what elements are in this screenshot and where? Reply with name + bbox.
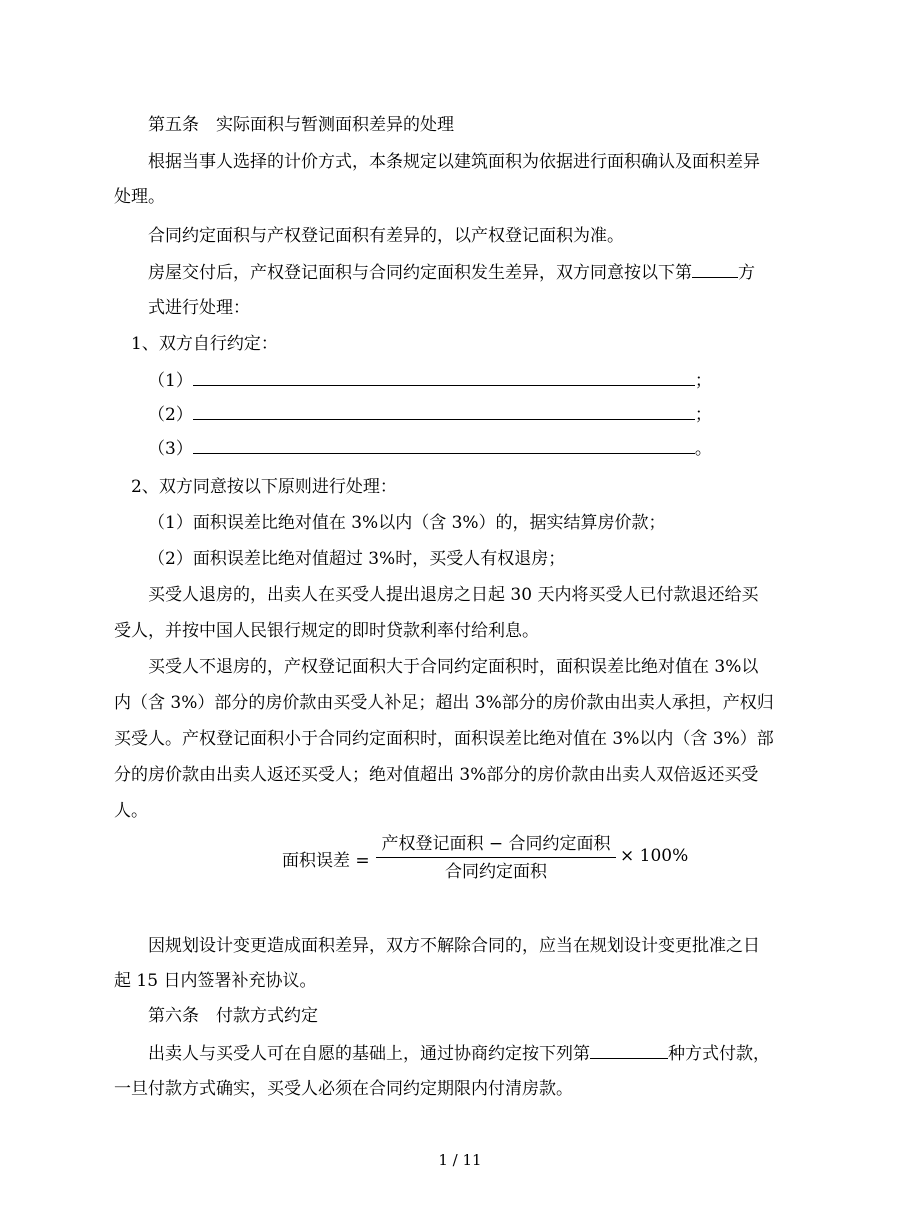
formula-denominator: 合同约定面积 xyxy=(445,862,547,882)
paragraph-line: 因规划设计变更造成面积差异，双方不解除合同的，应当在规划设计变更批准之日 xyxy=(148,936,760,956)
fill-in-blank[interactable] xyxy=(193,436,695,454)
option-2-heading: 2、双方同意按以下原则进行处理： xyxy=(131,477,397,497)
item-label: （3） xyxy=(148,439,193,459)
paragraph-line: 受人，并按中国人民银行规定的即时贷款利率付给利息。 xyxy=(114,621,539,641)
item-end: 。 xyxy=(694,439,712,459)
paragraph-line: 买受人不退房的，产权登记面积大于合同约定面积时，面积误差比绝对值在 3%以 xyxy=(148,657,759,677)
paragraph-line: 人。 xyxy=(114,801,148,821)
paragraph-line: 根据当事人选择的计价方式，本条规定以建筑面积为依据进行面积确认及面积差异 xyxy=(148,152,760,172)
page-number: 1 / 11 xyxy=(438,1151,482,1169)
paragraph-line: 式进行处理： xyxy=(148,298,250,318)
paragraph-line: 分的房价款由出卖人返还买受人；绝对值超出 3%部分的房价款由出卖人双倍返还买受 xyxy=(114,765,759,785)
fill-in-blank[interactable] xyxy=(193,402,695,420)
option-1-item xyxy=(148,436,712,460)
option-2-item: （2）面积误差比绝对值超过 3%时，买受人有权退房； xyxy=(148,549,566,569)
paragraph-line xyxy=(148,260,755,284)
area-error-formula xyxy=(282,832,702,884)
fraction-bar xyxy=(376,857,616,858)
formula-fraction xyxy=(376,832,616,884)
option-1-item xyxy=(148,402,712,426)
paragraph-line: 起 15 日内签署补充协议。 xyxy=(114,971,317,991)
item-label: （2） xyxy=(148,405,193,425)
item-label: （1） xyxy=(148,371,193,391)
paragraph-text: 方 xyxy=(738,263,755,283)
paragraph-line: 内（含 3%）部分的房价款由买受人补足；超出 3%部分的房价款由出卖人承担，产权归 xyxy=(114,693,774,713)
paragraph-text: 出卖人与买受人可在自愿的基础上，通过协商约定按下列第 xyxy=(148,1044,590,1064)
fill-in-blank[interactable] xyxy=(193,368,695,386)
paragraph-line: 一旦付款方式确实，买受人必须在合同约定期限内付清房款。 xyxy=(114,1079,573,1099)
formula-rhs: × 100% xyxy=(620,846,689,866)
paragraph-line: 合同约定面积与产权登记面积有差异的，以产权登记面积为准。 xyxy=(148,226,624,246)
article-6-heading: 第六条 付款方式约定 xyxy=(148,1006,318,1026)
fill-in-blank[interactable] xyxy=(692,260,738,278)
item-end: ； xyxy=(694,405,712,425)
paragraph-line: 处理。 xyxy=(114,187,165,207)
fill-in-blank[interactable] xyxy=(590,1041,668,1059)
item-end: ； xyxy=(694,371,712,391)
option-1-item xyxy=(148,368,712,392)
article-5-heading: 第五条 实际面积与暂测面积差异的处理 xyxy=(148,115,454,135)
formula-lhs: 面积误差 = xyxy=(282,851,370,871)
option-2-item: （1）面积误差比绝对值在 3%以内（含 3%）的，据实结算房价款； xyxy=(148,513,666,533)
paragraph-line: 买受人退房的，出卖人在买受人提出退房之日起 30 天内将买受人已付款退还给买 xyxy=(148,585,759,605)
formula-numerator: 产权登记面积 − 合同约定面积 xyxy=(381,834,611,854)
paragraph-line xyxy=(148,1041,770,1065)
paragraph-text: 房屋交付后，产权登记面积与合同约定面积发生差异，双方同意按以下第 xyxy=(148,263,692,283)
paragraph-text: 种方式付款， xyxy=(668,1044,770,1064)
option-1-heading: 1、双方自行约定： xyxy=(131,334,278,354)
paragraph-line: 买受人。产权登记面积小于合同约定面积时，面积误差比绝对值在 3%以内（含 3%）部 xyxy=(114,729,774,749)
